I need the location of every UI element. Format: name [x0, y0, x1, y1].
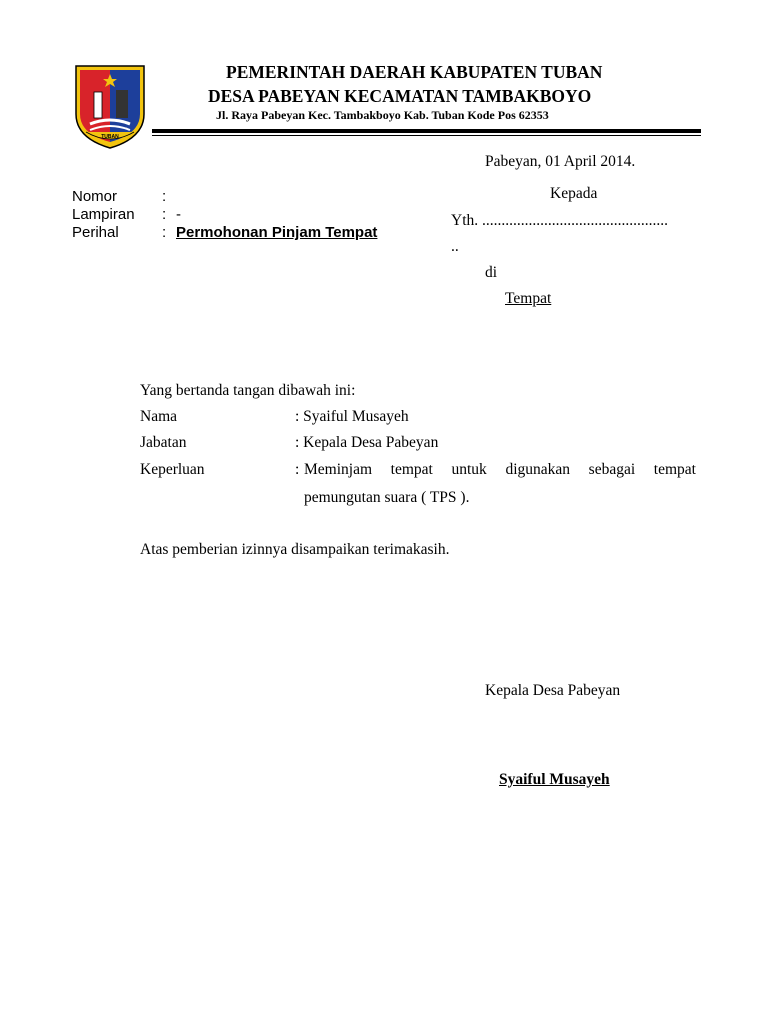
header-title-village: DESA PABEYAN KECAMATAN TAMBAKBOYO: [208, 86, 592, 106]
recipient-tempat: Tempat: [505, 290, 552, 307]
recipient-di: di: [485, 264, 498, 281]
meta-label-nomor: Nomor: [72, 188, 118, 205]
field-label-jabatan: Jabatan: [140, 434, 187, 451]
recipient-kepada: Kepada: [550, 185, 598, 202]
place-date: Pabeyan, 01 April 2014.: [485, 153, 636, 170]
meta-sep-perihal: :: [162, 224, 167, 241]
recipient-yth: Yth. ................................................: [451, 212, 668, 229]
field-value-jabatan: : Kepala Desa Pabeyan: [295, 434, 439, 451]
signature-name: Syaiful Musayeh: [499, 771, 610, 788]
field-value-keperluan-line1: Meminjam tempat untuk digunakan sebagai tempat: [304, 461, 696, 478]
header-divider-thick: [152, 129, 701, 133]
intro-text: Yang bertanda tangan dibawah ini:: [140, 382, 356, 399]
tuban-regency-crest-logo: [72, 62, 148, 150]
header-divider-thin: [152, 135, 701, 136]
header-address: Jl. Raya Pabeyan Kec. Tambakboyo Kab. Tuban Kode Pos 62353: [216, 108, 549, 122]
closing-text: Atas pemberian izinnya disampaikan terimakasih.: [140, 541, 450, 558]
signature-title: Kepala Desa Pabeyan: [485, 682, 621, 699]
meta-value-lampiran: -: [176, 206, 181, 223]
field-colon-keperluan: :: [295, 461, 300, 478]
logo-text: TUBAN: [101, 134, 119, 140]
meta-value-perihal: Permohonan Pinjam Tempat: [176, 224, 378, 241]
field-value-nama: : Syaiful Musayeh: [295, 408, 409, 425]
meta-label-perihal: Perihal: [72, 224, 119, 241]
field-label-nama: Nama: [140, 408, 178, 425]
meta-sep-lampiran: :: [162, 206, 167, 223]
field-label-keperluan: Keperluan: [140, 461, 205, 478]
field-value-keperluan-line2: pemungutan suara ( TPS ).: [304, 489, 470, 506]
header-title-government: PEMERINTAH DAERAH KABUPATEN TUBAN: [226, 62, 603, 82]
recipient-yth-continuation: ..: [451, 238, 459, 255]
meta-sep-nomor: :: [162, 188, 167, 205]
meta-label-lampiran: Lampiran: [72, 206, 135, 223]
